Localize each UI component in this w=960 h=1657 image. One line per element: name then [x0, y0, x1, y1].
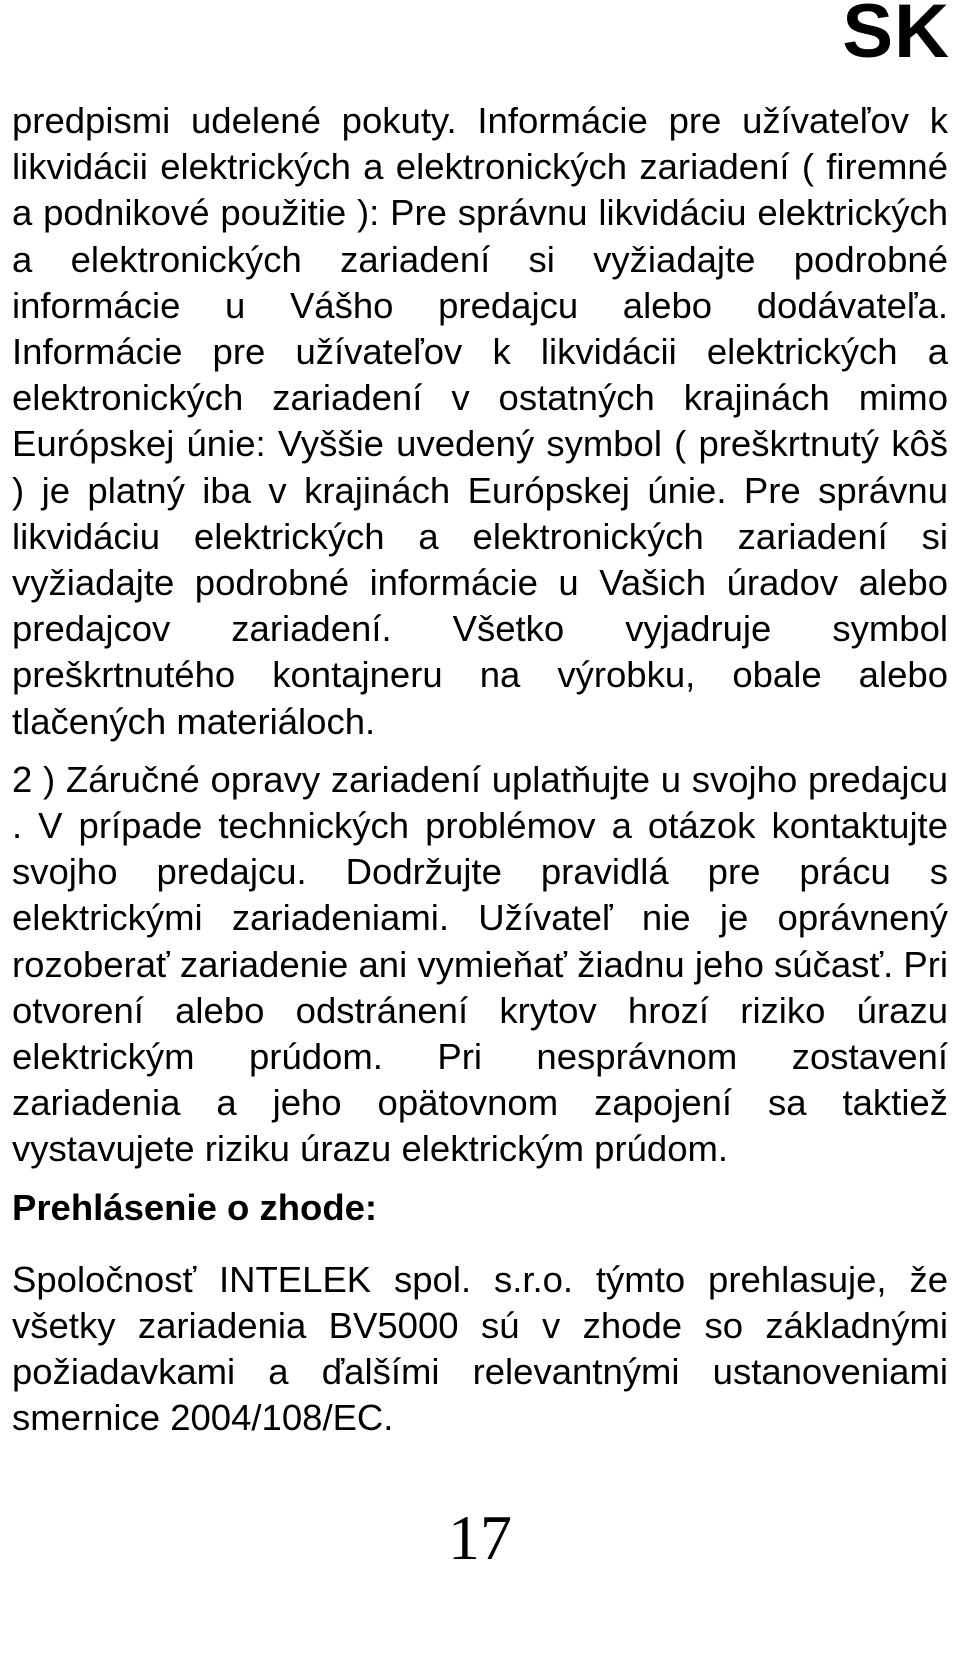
- body-text: [12, 98, 948, 1441]
- warranty-safety-paragraph: 2 ) Záručné opravy zariadení uplatňujte u svojho predajcu . V prípade technických problémov a otázok kontaktujte svojho predajcu. Dodržujte pravidlá pre prácu s elektrickými zariadeniami. Užívateľ nie je oprávnený rozoberať zariadenie ani vymieňať žiadnu jeho súčasť. Pri otvorení alebo odstránení krytov hrozí riziko úrazu elektrickým prúdom. Pri nesprávnom zostavení zariadenia a jeho opätovnom zapojení sa taktiež vystavujete riziku úrazu elektrickým prúdom.: [12, 758, 948, 1170]
- conformity-declaration: Spoločnosť INTELEK spol. s.r.o. týmto prehlasuje, že všetky zariadenia BV5000 sú v zhode so základnými požiadavkami a ďalšími relevantnými ustanoveniami smernice 2004/108/EC.: [12, 1258, 948, 1439]
- conformity-heading: Prehlásenie o zhode:: [12, 1186, 378, 1228]
- disposal-info-paragraph: predpismi udelené pokuty. Informácie pre užívateľov k likvidácii elektrických a elektronických zariadení ( firemné a podnikové použitie ): Pre správnu likvidáciu elektrických a elektronických zariadení si vyžiadajte podrobné informácie u Vášho predajcu alebo dodávateľa. Informácie pre užívateľov k likvidácii elektrických a elektronických zariadení v ostatných krajinách mimo Európskej únie: Vyššie uvedený symbol ( preškrtnutý kôš ) je platný iba v krajinách Európskej únie. Pre správnu likvidáciu elektrických a elektronických zariadení si vyžiadajte podrobné informácie u Vašich úradov alebo predajcov zariadení. Všetko vyjadruje symbol preškrtnutého kontajneru na výrobku, obale alebo tlačených materiáloch.: [12, 100, 948, 742]
- page-number: 17: [448, 1502, 512, 1573]
- language-code: SK: [842, 0, 950, 74]
